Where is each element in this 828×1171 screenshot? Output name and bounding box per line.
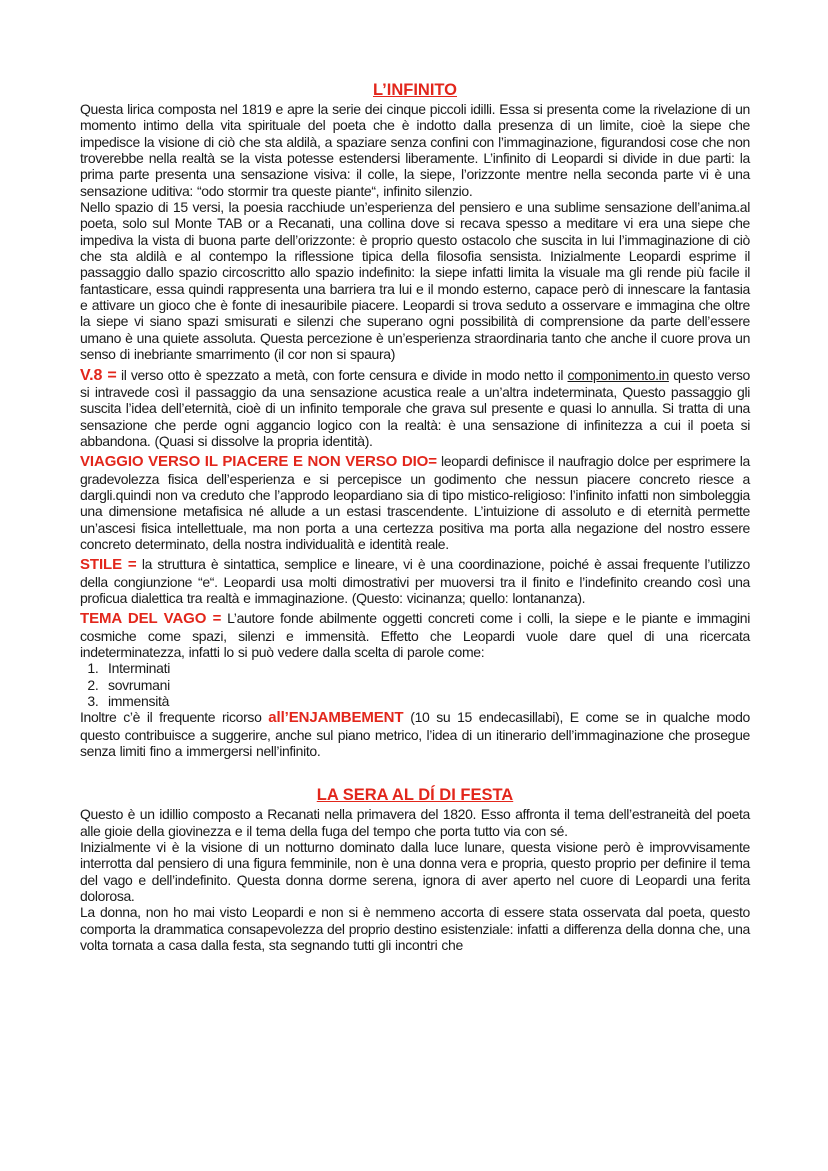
- enjamb-text: Inoltre c’è il frequente ricorso: [80, 709, 269, 726]
- label-enjambement: all’ENJAMBEMENT: [268, 709, 404, 727]
- vago-text: L’autore fonde abilmente oggetti concreti come i colli, la siepe e le piante e immagini cosmiche come spazi, silenzi e immensità. Effetto che Leopardi vuole dare quel di una ricercata indeterminatezza, infatti lo si può vedere dalla scelta di parole come:: [80, 610, 750, 660]
- list-item: 2. sovrumani: [102, 677, 750, 693]
- paragraph-stile: [80, 556, 750, 606]
- paragraph-sera-2: Inizialmente vi è la visione di un notturno dominato dalla luce lunare, questa visione però è improvvisamente interrotta dal pensiero di una figura femminile, non è una donna vera e propria, questo proprio per definire il tema del vago e dell’indefinito. Questa donna dorme serena, ignora di aver aperto nel cuore di Leopardi una ferita dolorosa.: [80, 839, 750, 905]
- label-stile: STILE =: [80, 556, 137, 574]
- label-vago: TEMA DEL VAGO =: [80, 610, 222, 628]
- paragraph-viaggio: [80, 453, 750, 552]
- enjamb-text-cont: (10 su 15 endecasillabi), E come se in qualche modo questo contribuisce a suggerire, anche sul piano metrico, l’idea di un itinerario dell’immaginazione che prosegue senza limiti fino a immergersi nell’infinito.: [80, 709, 750, 760]
- section-title-infinito: L’INFINITO: [372, 81, 458, 99]
- viaggio-text: leopardi definisce il naufragio dolce per esprimere la gradevolezza fisica dell’esperienza e si percepisce un godimento che nessun piacere concreto riesce a dargli.quindi non va creduto che l’approdo leopardiano sia di tipo mistico-religioso: l’infinito infatti non simboleggia una dimensione metafisica né allude a un estasi trascendente. L’intuizione di assoluto e di eternità permette un’ascesi fisica intellettuale, ma non porta a una certezza positiva ma porta alla negazione del nostro essere concreto determinato, della nostra individualità e identità reale.: [80, 453, 750, 552]
- paragraph-vago: [80, 610, 750, 660]
- v8-text: il verso otto è spezzato a metà, con forte censura e divide in modo netto il: [116, 366, 568, 383]
- section-title-sera: LA SERA AL DÍ DI FESTA: [316, 786, 514, 805]
- paragraph-analysis: Nello spazio di 15 versi, la poesia racchiude un’esperienza del pensiero e una sublime sensazione dell’anima.al poeta, solo sul Monte TAB or a Recanati, una collina dove si recava spesso a meditare vi era una siepe che impediva la vista di buona parte dell’orizzonte: è proprio questo ostacolo che suscita in lui l’immaginazione di ciò che sta aldilà e al contempo la riflessione tipica della filosofia sensista. Inizialmente Leopardi esprime il passaggio dallo spazio circoscritto allo spazio indefinito: la siepe infatti limita la visuale ma gli rende più facile il fantasticare, essa quindi rappresenta una barriera tra lui e il mondo esterno, capace però di innescare la fantasia e attivare un gioco che è fonte di inesauribile piacere. Leopardi si trova seduto a osservare e immagina che oltre la siepe vi siano spazi smisurati e silenzi che superano ogni possibilità di comprensione da parte dell’essere umano è una quiete assoluta. Questa percezione è un’esperienza straordinaria tanto che anche il cuore prova un senso di inebriante smarrimento (il cor non si spaura): [80, 199, 750, 363]
- list-item: 1. Interminati: [102, 660, 750, 676]
- v8-text-cont: questo verso si intravede così il passaggio da una sensazione acustica reale a un’altra indeterminata, Questo passaggio gli suscita l’idea dell’eternità, cioè di un infinito temporale che grava sul presente e quasi lo annulla. Si tratta di una sensazione che perde ogni aggancio logico con la realtà: è una sensazione di infinitezza a cui il poeta si abbandona. (Quasi si dissolve la propria identità).: [80, 366, 750, 449]
- word-list: [80, 660, 750, 709]
- paragraph-intro: Questa lirica composta nel 1819 e apre la serie dei cinque piccoli idilli. Essa si presenta come la rivelazione di un momento intimo della vita spirituale del poeta che è indotto dalla presenza di un limite, cioè la siepe che impedisce la visione di ciò che sta aldilà, a spaziare senza confini con l’immaginazione, figurandosi cose che non troverebbe nella realtà se la vista potesse estendersi liberamente. L’infinito di Leopardi si divide in due parti: la prima parte presenta una sensazione visiva: il colle, la siepe, l’orizzonte mentre nella seconda parte vi è una sensazione uditiva: “odo stormir tra queste piante“, infinito silenzio.: [80, 101, 750, 199]
- paragraph-sera-3: La donna, non ho mai visto Leopardi e non si è nemmeno accorta di essere stata osservata dal poeta, questo comporta la drammatica consapevolezza del proprio destino esistenziale: infatti a differenza della donna che, una volta tornata a casa dalla festa, sta segnando tutti gli incontri che: [80, 904, 750, 954]
- document-page: [80, 80, 750, 954]
- underlined-word: componimento.in: [567, 366, 669, 383]
- list-item: 3. immensità: [102, 693, 750, 709]
- paragraph-v8: [80, 367, 750, 450]
- paragraph-sera-1: Questo è un idillio composto a Recanati nella primavera del 1820. Esso affronta il tema dell’estraneità del poeta alle gioie della giovinezza e il tema della fuga del tempo che porta tutto via con sé.: [80, 806, 750, 839]
- stile-text: la struttura è sintattica, semplice e lineare, vi è una coordinazione, poiché è assai frequente l’utilizzo della congiunzione “e“. Leopardi usa molti dimostrativi per muoversi tra il finito e l’indefinito creando così una proficua dialettica tra realtà e immaginazione. (Questo: vicinanza; quello: lontananza).: [80, 556, 750, 606]
- paragraph-enjambement: [80, 709, 750, 759]
- label-v8: V.8 =: [80, 366, 117, 384]
- label-viaggio: VIAGGIO VERSO IL PIACERE E NON VERSO DIO=: [80, 453, 437, 471]
